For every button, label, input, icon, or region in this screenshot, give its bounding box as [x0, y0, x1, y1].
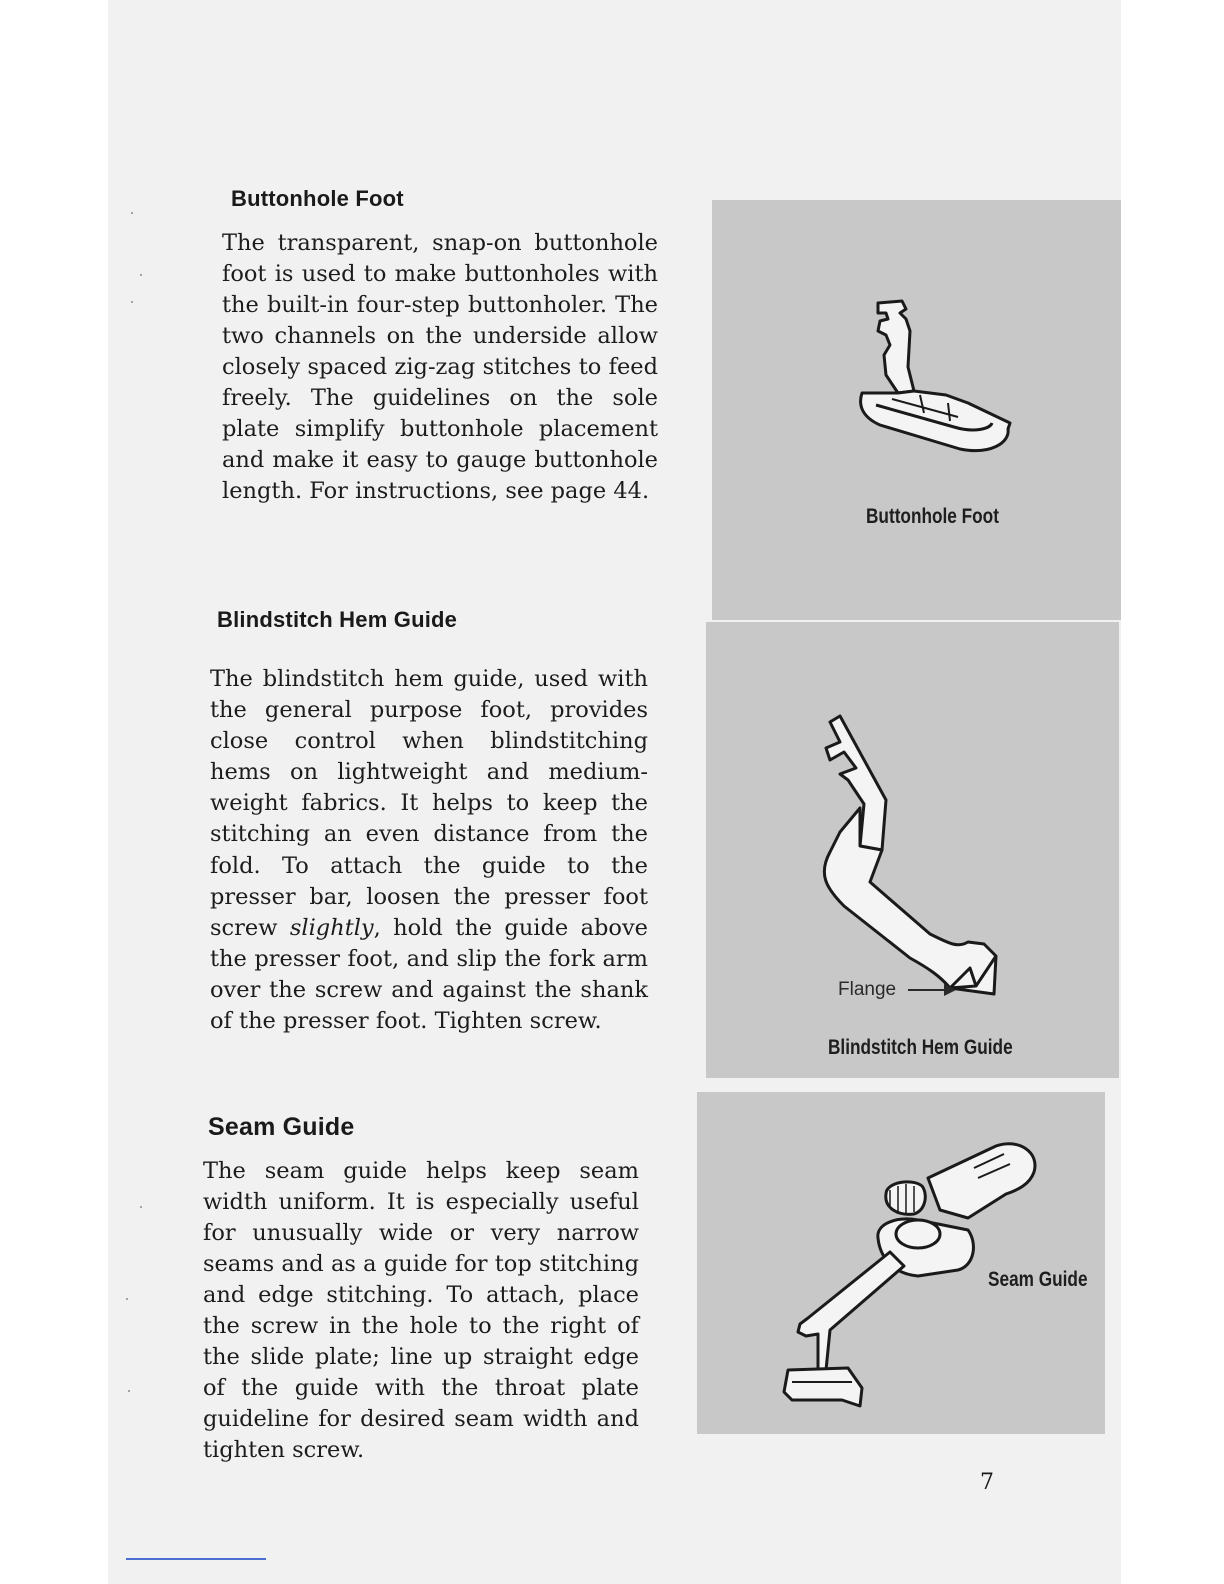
flange-label: Flange — [838, 979, 897, 1000]
scan-dot — [140, 1206, 142, 1208]
blindstitch-hem-guide-heading: Blindstitch Hem Guide — [217, 607, 458, 632]
blindstitch-text-part-1: The blindstitch hem guide, used with the general purpose foot, provides close control when blindstitching hems on lightweight and medium-weight fabrics. It helps to keep the stitching an even distance from the fold. To attach the guide to the presser bar, loosen the presser foot screw — [210, 666, 648, 941]
bottom-rule — [126, 1558, 266, 1560]
scan-dot — [126, 1298, 128, 1300]
scan-dot — [128, 1390, 130, 1392]
scan-dot — [140, 274, 142, 276]
flange-arrow-icon — [906, 982, 958, 998]
buttonhole-foot-text: The transparent, snap-on buttonhole foot is used to make buttonholes with the built-in four-step buttonholer. The two channels on the underside allow closely spaced zig-zag stitches to feed freely. The guidelines on the sole plate simplify buttonhole placement and make it easy to gauge buttonhole length. For instructions, see page 44. — [222, 230, 658, 504]
buttonhole-foot-drawing — [850, 295, 1020, 465]
blindstitch-text-part-2: , hold the guide above the presser foot, and slip the fork arm over the screw and against the shank of the presser foot. Tighten screw. — [210, 914, 648, 1035]
blindstitch-hem-guide-caption: Blindstitch Hem Guide — [828, 1036, 1013, 1059]
blindstitch-text-italic: slightly — [289, 914, 374, 941]
seam-guide-caption: Seam Guide — [988, 1268, 1088, 1291]
buttonhole-foot-caption: Buttonhole Foot — [866, 505, 999, 528]
scan-dot — [131, 212, 133, 214]
blindstitch-hem-guide-drawing — [800, 712, 1010, 1012]
seam-guide-text: The seam guide helps keep seam width uniform. It is especially useful for unusually wide or very narrow seams and as a guide for top stitching and edge stitching. To attach, place the screw in the hole to the right of the slide plate; line up straight edge of the guide with the throat plate guideline for desired seam width and tighten screw. — [203, 1158, 639, 1463]
page-number: 7 — [980, 1470, 994, 1495]
buttonhole-foot-heading: Buttonhole Foot — [231, 186, 404, 211]
scan-dot — [131, 301, 133, 303]
blindstitch-hem-guide-text — [210, 664, 648, 1037]
seam-guide-heading: Seam Guide — [208, 1113, 355, 1141]
